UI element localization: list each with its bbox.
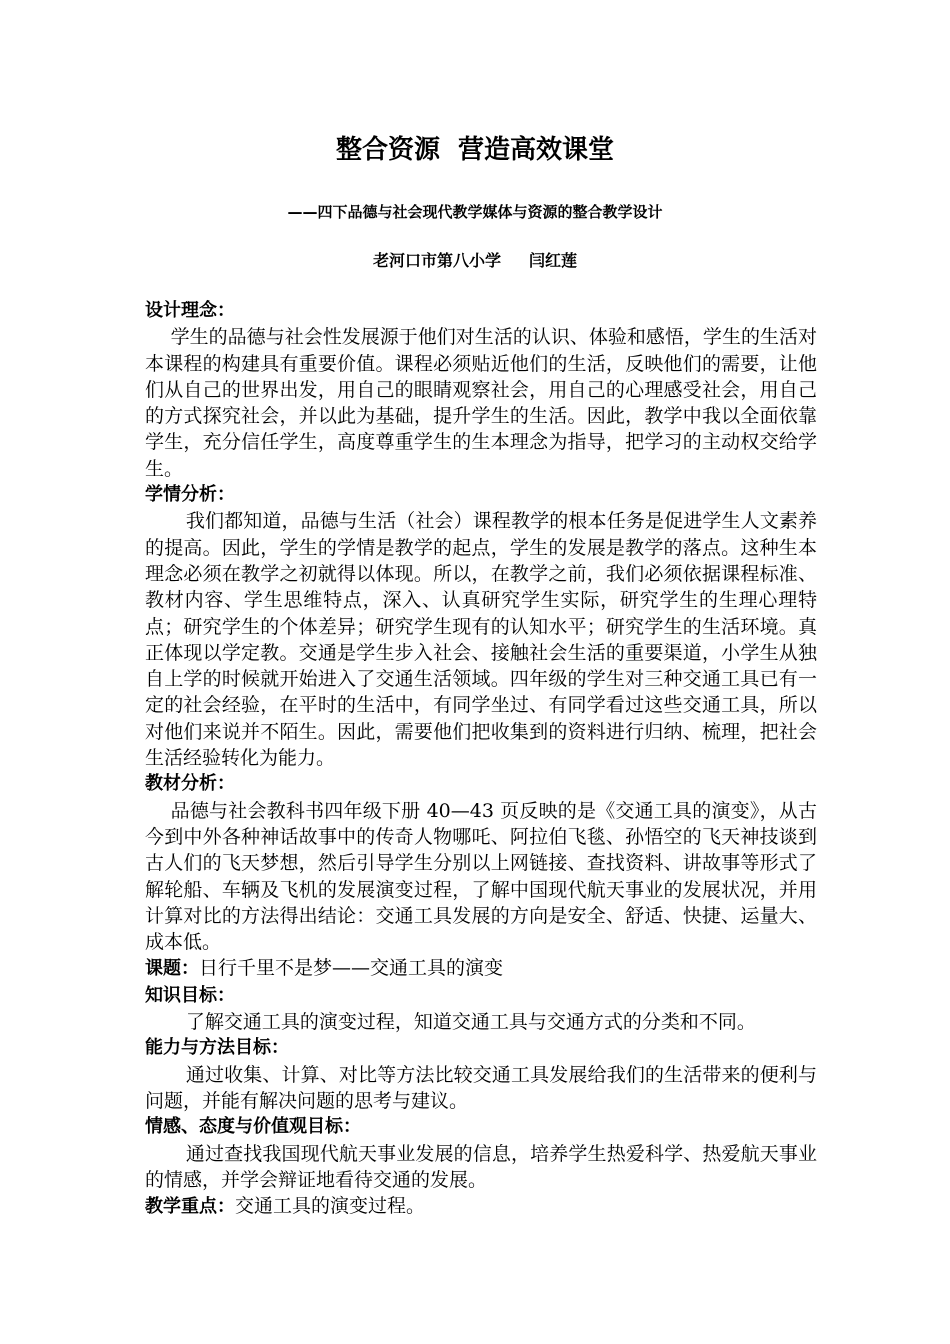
section-heading-emotion-goal: 情感、态度与价值观目标：	[145, 1116, 361, 1138]
section-text-textbook-analysis: 品德与社会教科书四年级下册 40—43 页反映的是《交通工具的演变》，从古今到中外各种神话故事中的传奇人物哪吒、阿拉伯飞毯、孙悟空的飞天神技谈到古人们的飞天梦想，然后引导学生分别以上网链接、查找资料、讲故事等形式了解轮船、车辆及飞机的发展演变过程，了解中国现代航天事业的发展状况，并用计算对比的方法得出结论：交通工具发展的方向是安全、舒适、快捷、运量大、成本低。	[145, 799, 817, 954]
section-text-knowledge-goal: 了解交通工具的演变过程，知道交通工具与交通方式的分类和不同。	[185, 1011, 756, 1034]
author-line	[0, 249, 950, 273]
section-heading-learning-analysis: 学情分析：	[145, 484, 235, 506]
section-heading-textbook-analysis: 教材分析：	[145, 773, 235, 795]
lesson-topic-text: 日行千里不是梦——交通工具的演变	[199, 957, 504, 980]
section-heading-ability-goal: 能力与方法目标：	[145, 1037, 289, 1059]
document-subtitle: ——四下品德与社会现代教学媒体与资源的整合教学设计	[287, 203, 663, 221]
section-text-design-concept: 学生的品德与社会性发展源于他们对生活的认识、体验和感悟，学生的生活对本课程的构建具有重要价值。课程必须贴近他们的生活，反映他们的需要，让他们从自己的世界出发，用自己的眼睛观察社会，用自己的心理感受社会，用自己的方式探究社会，并以此为基础，提升学生的生活。因此，教学中我以全面依靠学生，充分信任学生，高度尊重学生的生本理念为指导，把学习的主动权交给学生。	[145, 326, 817, 480]
section-text-learning-analysis: 我们都知道，品德与生活（社会）课程教学的根本任务是促进学生人文素养的提高。因此，学生的学情是教学的起点，学生的发展是教学的落点。这种生本理念必须在教学之初就得以体现。所以，在教学之前，我们必须依据课程标准、教材内容、学生思维特点，深入、认真研究学生实际，研究学生的生理心理特点；研究学生的个体差异；研究学生现有的认知水平；研究学生的生活环境。真正体现以学定教。交通是学生步入社会、接触社会生活的重要渠道，小学生从独自上学的时候就开始进入了交通生活领域。四年级的学生对三种交通工具已有一定的社会经验，在平时的生活中，有同学坐过、有同学看过这些交通工具，所以对他们来说并不陌生。因此，需要他们把收集到的资料进行归纳、梳理，把社会生活经验转化为能力。	[145, 510, 817, 770]
section-heading-design-concept: 设计理念：	[145, 300, 235, 321]
section-text-emotion-goal: 通过查找我国现代航天事业发展的信息，培养学生热爱科学、热爱航天事业的情感，并学会辩证地看待交通的发展。	[145, 1142, 817, 1191]
document-title: 整合资源 营造高效课堂	[335, 135, 615, 165]
author-school: 老河口市第八小学	[372, 251, 501, 270]
teaching-focus-text: 交通工具的演变过程。	[235, 1195, 426, 1218]
author-name: 闫红莲	[529, 251, 578, 270]
section-heading-knowledge-goal: 知识目标：	[145, 984, 235, 1006]
section-text-ability-goal: 通过收集、计算、对比等方法比较交通工具发展给我们的生活带来的便利与问题，并能有解决问题的思考与建议。	[145, 1063, 817, 1112]
document-body	[145, 298, 817, 1220]
teaching-focus-line	[145, 1193, 817, 1220]
lesson-topic-heading: 课题：	[145, 958, 199, 980]
teaching-focus-heading: 教学重点：	[145, 1196, 235, 1218]
lesson-topic-line	[145, 955, 817, 982]
